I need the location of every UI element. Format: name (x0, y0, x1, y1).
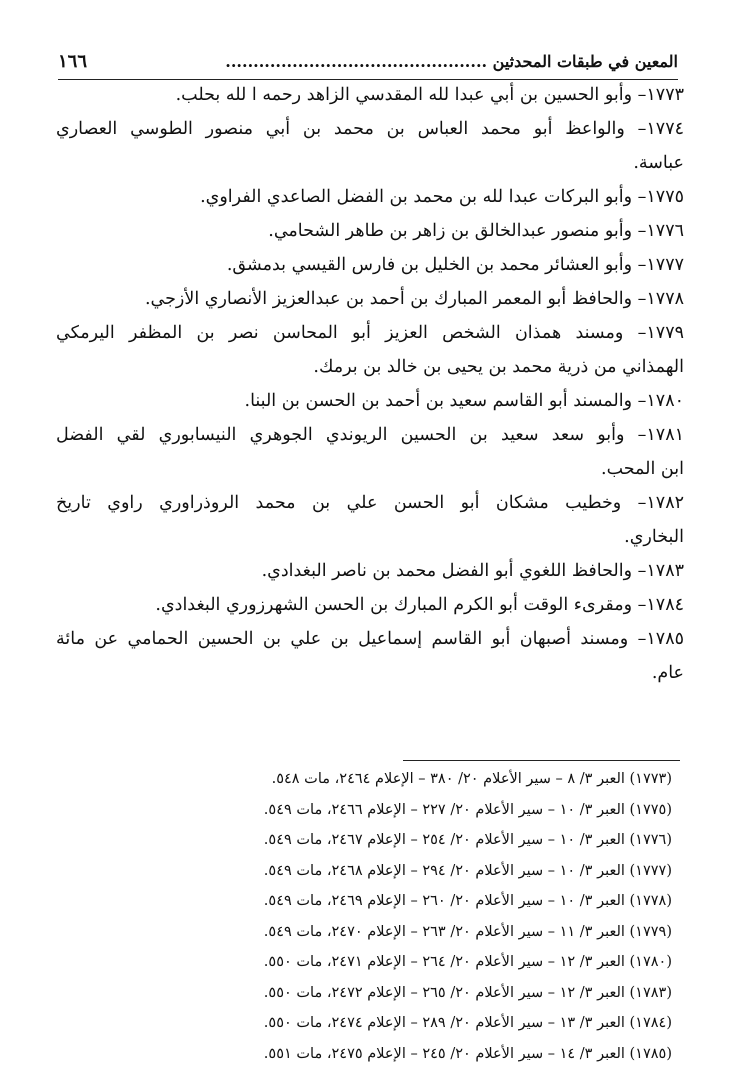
page-header (58, 44, 678, 80)
entry-1776: ١٧٧٦– وأبو منصور عبدالخالق بن زاهر بن طاهر الشحامي. (268, 221, 684, 241)
entry-1781-continuation: ابن المحب. (601, 459, 684, 479)
footnote-divider (403, 760, 680, 761)
entry-1774-continuation: عباسة. (633, 153, 684, 173)
footnote-1779: (١٧٧٩) العبر ٣/ ١١ – سير الأعلام ٢٠/ ٢٦٣ – الإعلام ٢٤٧٠، مات ٥٤٩. (263, 923, 672, 940)
footnote-1777: (١٧٧٧) العبر ٣/ ١٠ – سير الأعلام ٢٠/ ٢٩٤ – الإعلام ٢٤٦٨، مات ٥٤٩. (263, 862, 672, 879)
footnote-1775: (١٧٧٥) العبر ٣/ ١٠ – سير الأعلام ٢٠/ ٢٢٧ – الإعلام ٢٤٦٦، مات ٥٤٩. (263, 801, 672, 818)
entry-1775: ١٧٧٥– وأبو البركات عبدا لله بن محمد بن الفضل الصاعدي الفراوي. (200, 187, 684, 207)
entry-1785-continuation: عام. (651, 663, 684, 683)
footnote-1785: (١٧٨٥) العبر ٣/ ١٤ – سير الأعلام ٢٠/ ٢٤٥ – الإعلام ٢٤٧٥، مات ٥٥١. (263, 1045, 672, 1062)
running-title: المعين في طبقات المحدثين ............................................... (225, 52, 678, 71)
entry-1782: ١٧٨٢– وخطيب مشكان أبو الحسن علي بن محمد الروذراوري راوي تاريخ (56, 493, 684, 513)
footnote-1773: (١٧٧٣) العبر ٣/ ٨ – سير الأعلام ٢٠/ ٣٨٠ – الإعلام ٢٤٦٤، مات ٥٤٨. (271, 771, 672, 787)
entry-1781: ١٧٨١– وأبو سعد سعيد بن الحسين الريوندي الجوهري النيسابوري لقي الفضل (56, 425, 684, 445)
footnote-1783: (١٧٨٣) العبر ٣/ ١٢ – سير الأعلام ٢٠/ ٢٦٥ – الإعلام ٢٤٧٢، مات ٥٥٠. (263, 984, 672, 1001)
entry-1779: ١٧٧٩– ومسند همذان الشخص العزيز أبو المحاسن نصر بن المظفر اليرمكي (56, 323, 684, 343)
entry-1784: ١٧٨٤– ومقرىء الوقت أبو الكرم المبارك بن الحسن الشهرزوري البغدادي. (155, 595, 684, 615)
entry-1774: ١٧٧٤– والواعظ أبو محمد العباس بن محمد بن أبي منصور الطوسي العصاري (56, 119, 684, 139)
entry-1779-continuation: الهمذاني من ذرية محمد بن يحيى بن خالد بن برمك. (313, 357, 684, 377)
footnote-1776: (١٧٧٦) العبر ٣/ ١٠ – سير الأعلام ٢٠/ ٢٥٤ – الإعلام ٢٤٦٧، مات ٥٤٩. (263, 832, 672, 848)
entry-1777: ١٧٧٧– وأبو العشائر محمد بن الخليل بن فارس القيسي بدمشق. (226, 255, 684, 275)
footnote-1784: (١٧٨٤) العبر ٣/ ١٣ – سير الأعلام ٢٠/ ٢٨٩ – الإعلام ٢٤٧٤، مات ٥٥٠. (263, 1015, 672, 1031)
entries-list (56, 78, 684, 690)
entry-1782-continuation: البخاري. (624, 527, 684, 547)
entry-1780: ١٧٨٠– والمسند أبو القاسم سعيد بن أحمد بن الحسن بن البنا. (244, 391, 684, 411)
footnote-1780: (١٧٨٠) العبر ٣/ ١٢ – سير الأعلام ٢٠/ ٢٦٤ – الإعلام ٢٤٧١، مات ٥٥٠. (263, 954, 672, 970)
footnotes-list (150, 764, 672, 1069)
entry-1773: ١٧٧٣– وأبو الحسين بن أبي عبدا لله المقدسي الزاهد رحمه ا لله بحلب. (175, 85, 684, 105)
entry-1783: ١٧٨٣– والحافظ اللغوي أبو الفضل محمد بن ناصر البغدادي. (261, 561, 684, 581)
footnote-1778: (١٧٧٨) العبر ٣/ ١٠ – سير الأعلام ٢٠/ ٢٦٠ – الإعلام ٢٤٦٩، مات ٥٤٩. (263, 893, 672, 909)
entry-1778: ١٧٧٨– والحافظ أبو المعمر المبارك بن أحمد بن عبدالعزيز الأنصاري الأزجي. (144, 289, 684, 309)
entry-1785: ١٧٨٥– ومسند أصبهان أبو القاسم إسماعيل بن علي بن الحسين الحمامي عن مائة (56, 629, 684, 649)
page-number: ١٦٦ (58, 51, 88, 72)
